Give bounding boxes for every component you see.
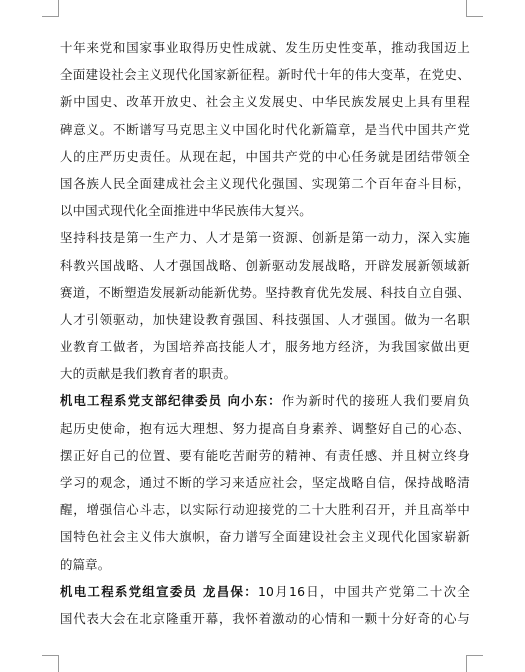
text-line: 的篇章。 (60, 556, 111, 572)
document-body (60, 34, 470, 632)
speaker-name: 机电工程系党组宣委员 龙昌保： (60, 583, 258, 599)
text-line: 学习的观念，通过不断的学习来适应社会，坚定战略自信，保持战略清 (60, 475, 470, 490)
text-line: 国各族人民全面建成社会主义现代化强国、实现第二个百年奋斗目标， (60, 175, 470, 191)
crop-mark-bottom-right (466, 655, 483, 672)
text-line: 以中国式现代化全面推进中华民族伟大复兴。 (60, 203, 312, 219)
paragraph (60, 387, 470, 577)
text-line: 人的庄严历史责任。从现在起，中国共产党的中心任务就是团结带领全 (60, 148, 470, 164)
text-line (60, 387, 470, 414)
crop-mark-bottom-left (42, 655, 59, 672)
text-line: 大的贡献是我们教育者的职责。 (60, 366, 237, 382)
text-line: 全面建设社会主义现代化国家新征程。新时代十年的伟大变革，在党史、 (60, 67, 470, 83)
text-line: 醒，增强信心斗志，以实际行动迎接党的二十大胜利召开，并且高举中 (60, 502, 470, 518)
text-line: 起历史使命，抱有远大理想、努力提高自身素养、调整好自己的心态、 (60, 420, 470, 436)
text-line: 坚持科技是第一生产力、人才是第一资源、创新是第一动力，深入实施 (60, 230, 470, 246)
text-line (60, 578, 470, 605)
paragraph (60, 34, 470, 224)
text-line: 赛道，不断塑造发展新动能新优势。坚持教育优先发展、科技自立自强、 (60, 284, 470, 300)
text-line: 人才引领驱动，加快建设教育强国、科技强国、人才强国。做为一名职 (60, 311, 470, 327)
speaker-name: 机电工程系党支部纪律委员 向小东： (60, 393, 282, 409)
text-line: 科教兴国战略、人才强国战略、创新驱动发展战略，开辟发展新领域新 (60, 257, 470, 273)
text-line: 碑意义。不断谱写马克思主义中国化时代化新篇章，是当代中国共产党 (60, 121, 470, 137)
crop-mark-top-left (42, 0, 59, 17)
text-line: 国特色社会主义伟大旗帜，奋力谱写全面建设社会主义现代化国家崭新 (60, 529, 470, 545)
text-run: 10月16日，中国共产党第二十次全 (257, 583, 470, 599)
text-run: 作为新时代的接班人我们要肩负 (281, 393, 470, 409)
text-line: 十年来党和国家事业取得历史性成就、发生历史性变革，推动我国迈上 (60, 40, 470, 55)
text-line: 业教育工做者，为国培养高技能人才，服务地方经济，为我国家做出更 (60, 339, 470, 355)
paragraph (60, 578, 470, 632)
paragraph (60, 224, 470, 387)
text-line: 新中国史、改革开放史、社会主义发展史、中华民族发展史上具有里程 (60, 94, 470, 110)
text-line: 摆正好自己的位置、要有能吃苦耐劳的精神、有责任感、并且树立终身 (60, 447, 470, 463)
text-line: 国代表大会在北京隆重开幕，我怀着激动的心情和一颗十分好奇的心与 (60, 610, 470, 626)
crop-mark-top-right (466, 0, 483, 17)
